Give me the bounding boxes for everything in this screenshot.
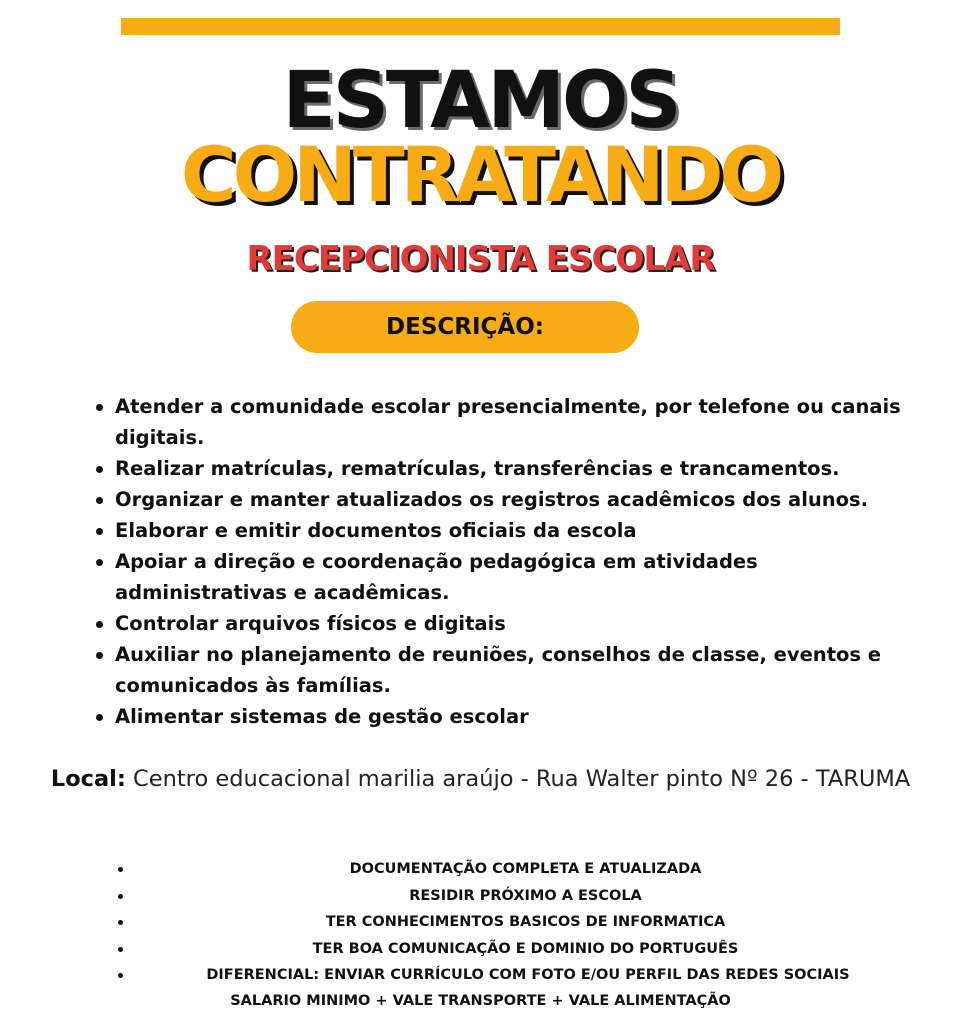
task-list (94, 391, 934, 732)
task-item: Apoiar a direção e coordenação pedagógica em atividades administrativas e acadêmicas. (94, 546, 934, 608)
headline-contratando: CONTRATANDO (180, 130, 781, 219)
task-item: Elaborar e emitir documentos oficiais da escola (94, 515, 934, 546)
requirement-item: DOCUMENTAÇÃO COMPLETA E ATUALIZADA (0, 856, 961, 883)
location-label: Local: (50, 766, 126, 792)
task-item: Atender a comunidade escolar presencialmente, por telefone ou canais digitais. (94, 391, 934, 453)
task-item: Controlar arquivos físicos e digitais (94, 608, 934, 639)
task-item: Alimentar sistemas de gestão escolar (94, 701, 934, 732)
requirement-item: DIFERENCIAL: ENVIAR CURRÍCULO COM FOTO E/OU PERFIL DAS REDES SOCIAIS (0, 962, 961, 989)
requirement-item: TER BOA COMUNICAÇÃO E DOMINIO DO PORTUGUÊS (0, 936, 961, 963)
location-value: Centro educacional marilia araújo - Rua Walter pinto Nº 26 - TARUMA (133, 766, 911, 792)
top-accent-bar (121, 18, 840, 35)
task-item: Realizar matrículas, rematrículas, transferências e trancamentos. (94, 453, 934, 484)
task-item: Organizar e manter atualizados os registros acadêmicos dos alunos. (94, 484, 934, 515)
task-item: Auxiliar no planejamento de reuniões, conselhos de classe, eventos e comunicados às famílias. (94, 639, 934, 701)
job-role-title: RECEPCIONISTA ESCOLAR (246, 239, 715, 279)
description-label: DESCRIÇÃO: (386, 314, 544, 340)
location-block (40, 762, 921, 797)
requirement-item: TER CONHECIMENTOS BASICOS DE INFORMATICA (0, 909, 961, 936)
headline-estamos: ESTAMOS (282, 56, 679, 146)
description-badge (291, 301, 639, 353)
requirement-item: RESIDIR PRÓXIMO A ESCOLA (0, 883, 961, 910)
requirements-list (0, 856, 961, 989)
benefits-line: SALARIO MINIMO + VALE TRANSPORTE + VALE ALIMENTAÇÃO (230, 993, 731, 1009)
